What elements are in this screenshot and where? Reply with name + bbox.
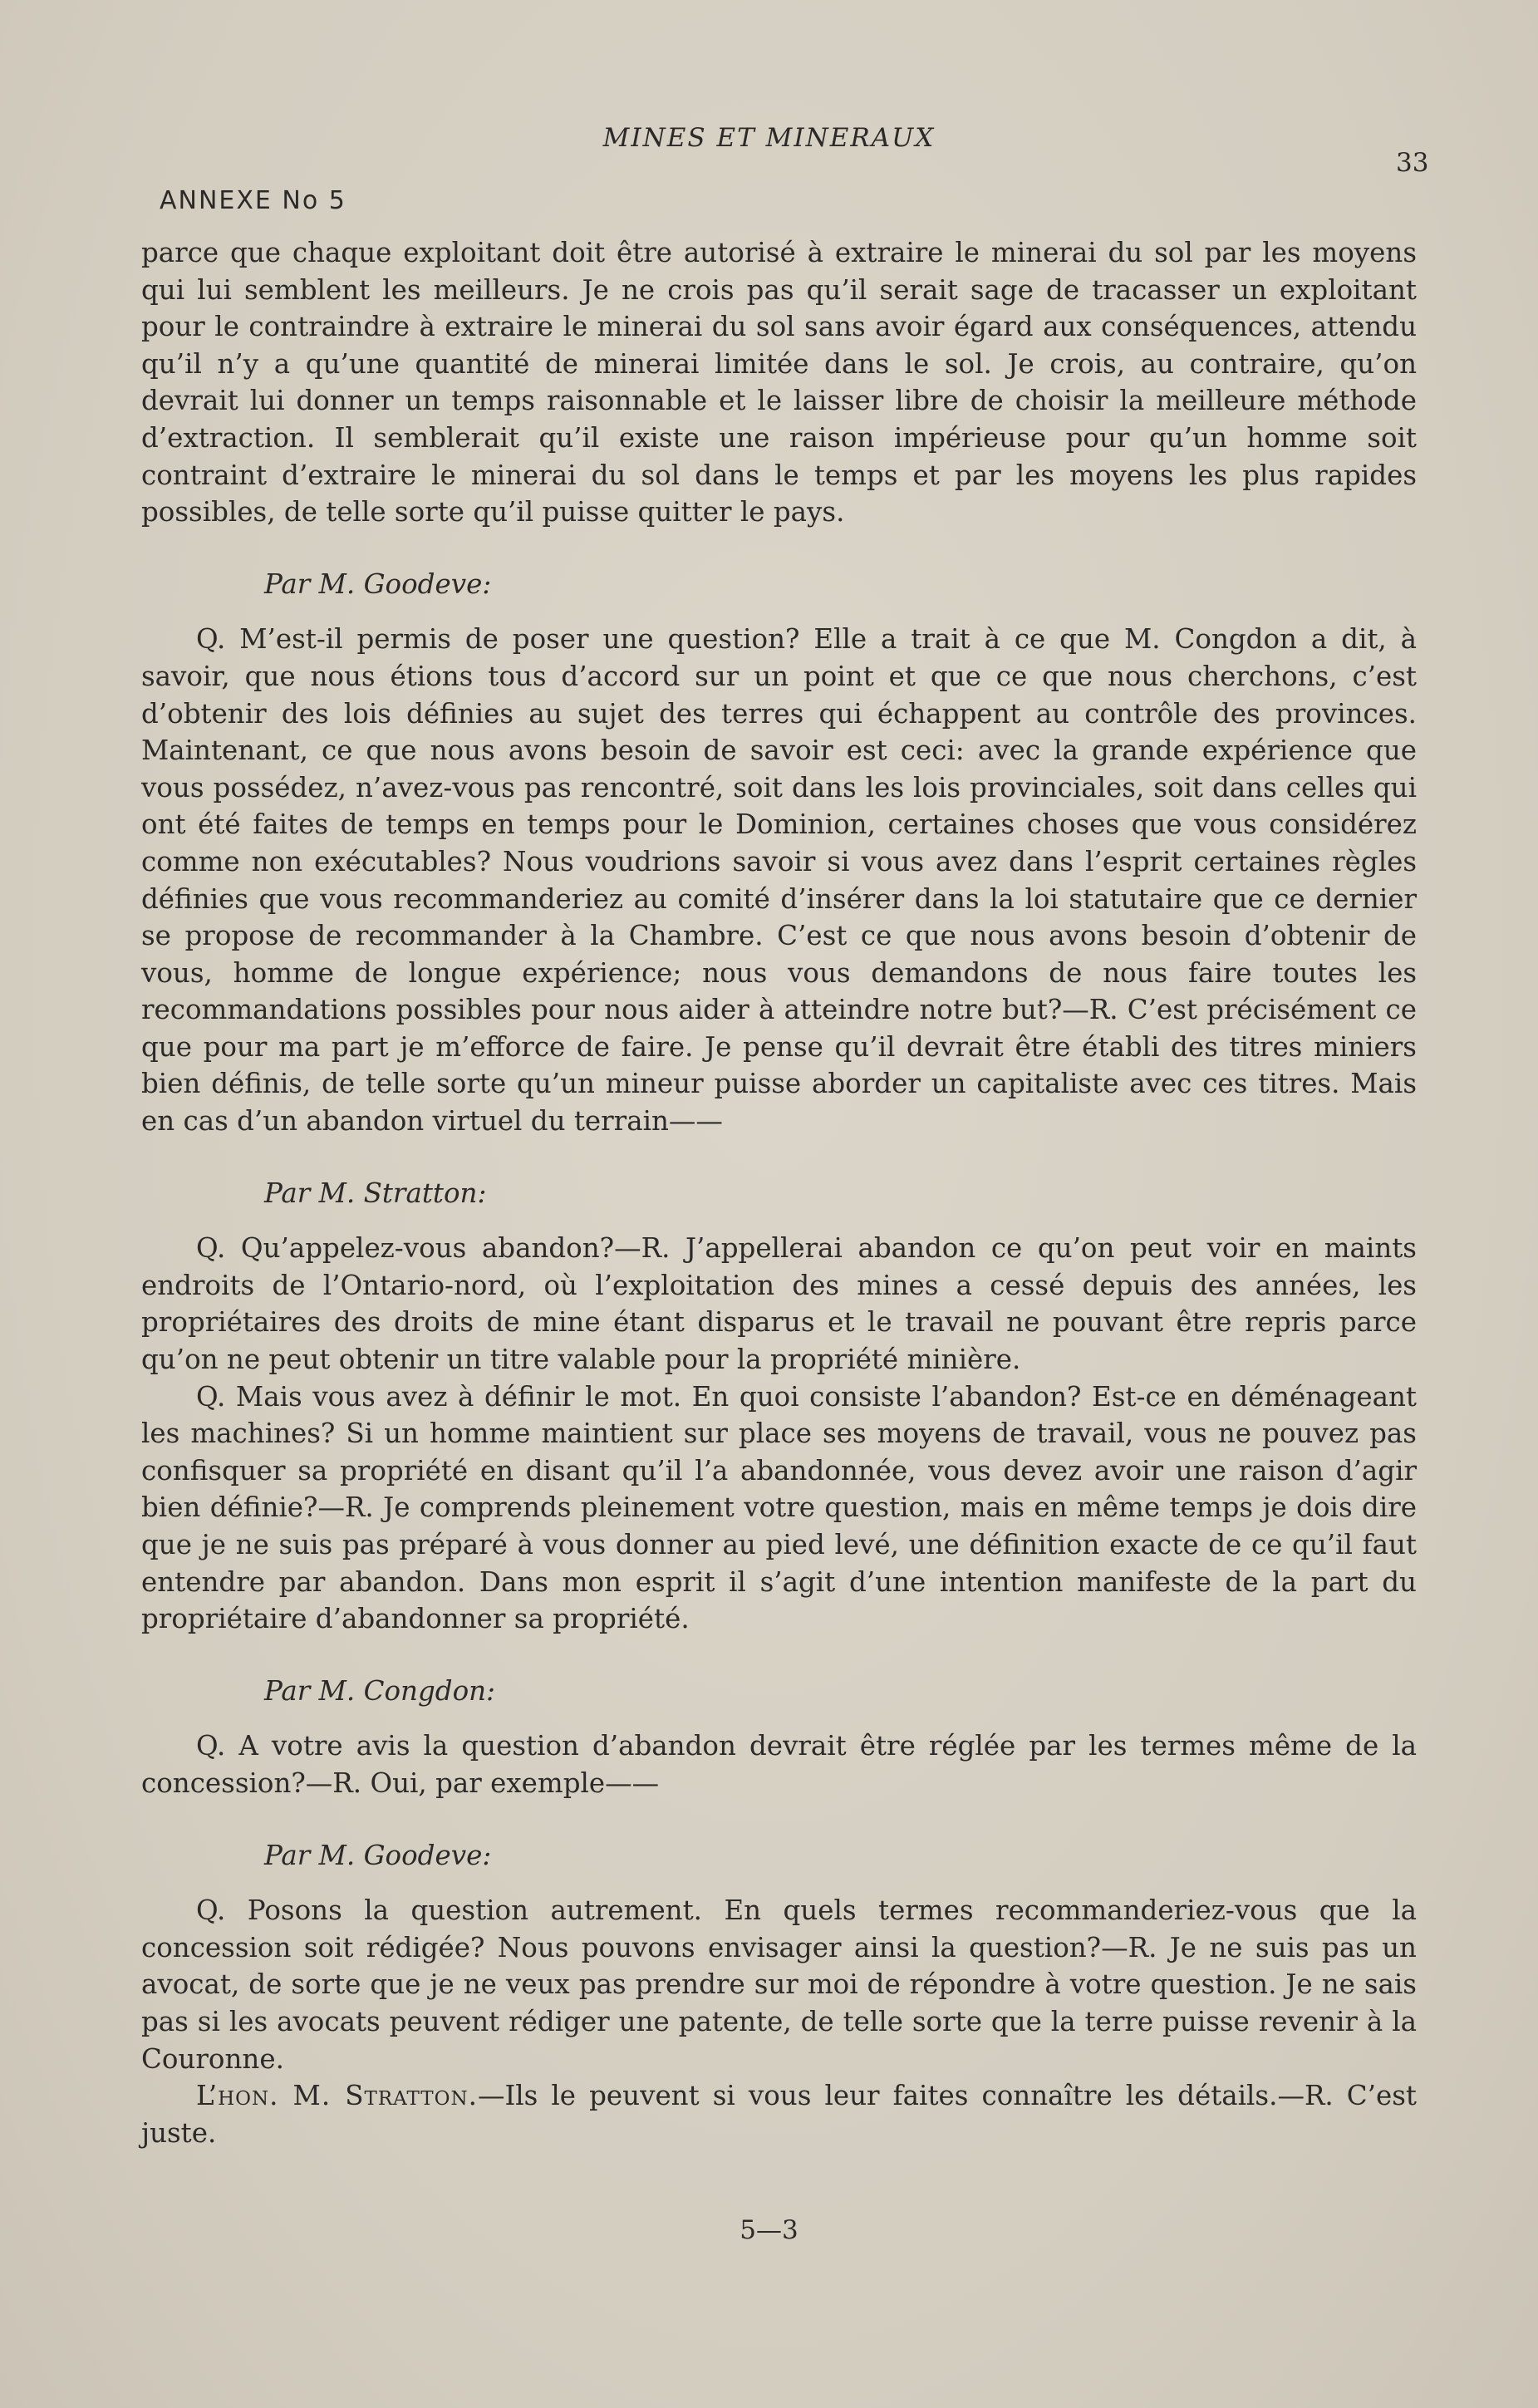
page-number: 33 <box>1396 148 1429 178</box>
speaker-heading: Par M. Congdon: <box>264 1674 496 1707</box>
paragraph: parce que chaque exploitant doit être autorisé à extraire le minerai du sol par les moyens qui lui semblent les meilleurs. Je ne crois pas qu’il serait sage de tracasser un exploitant pour le contraindre à extraire le minerai du sol sans avoir égard aux conséquences, attendu qu’il n’y a qu’une quantité de minerai limitée dans le sol. Je crois, au contraire, qu’on devrait lui donner un temps raisonnable et le laisser libre de choisir la meilleure méthode d’extraction. Il semblerait qu’il existe une raison impérieuse pour qu’un homme soit contraint d’extraire le minerai du sol dans le temps et par les moyens les plus rapides possibles, de telle sorte qu’il puisse quitter le pays. <box>141 237 1417 528</box>
paragraph: Q. Qu’appelez-vous abandon?—R. J’appellerai abandon ce qu’on peut voir en maints endroits de l’Ontario-nord, où l’exploitation des mines a cessé depuis des années, les propriétaires des droits de mine étant disparus et le travail ne pouvant être repris parce qu’on ne peut obtenir un titre valable pour la propriété minière. <box>141 1232 1417 1376</box>
paragraph: Q. Mais vous avez à définir le mot. En quoi consiste l’abandon? Est-ce en déménageant les machines? Si un homme maintient sur place ses moyens de travail, vous ne pouvez pas confisquer sa propriété en disant qu’il l’a abandonnée, vous devez avoir une raison d’agir bien définie?—R. Je comprends pleinement votre question, mais en même temps je dois dire que je ne suis pas préparé à vous donner au pied levé, une définition exacte de ce qu’il faut entendre par abandon. Dans mon esprit il s’agit d’une intention manifeste de la part du propriétaire d’abandonner sa propriété. <box>141 1380 1417 1635</box>
signature-mark: 5—3 <box>740 2215 798 2245</box>
annex-label: ANNEXE No 5 <box>160 186 346 215</box>
paragraph: Q. A votre avis la question d’abandon devrait être réglée par les termes même de la concession?—R. Oui, par exemple—— <box>141 1730 1417 1799</box>
speaker-heading: Par M. Goodeve: <box>264 1839 492 1871</box>
speaker-heading: Par M. Goodeve: <box>264 568 492 600</box>
running-title: MINES ET MINERAUX <box>602 123 936 153</box>
paragraph: Q. M’est-il permis de poser une question? Elle a trait à ce que M. Congdon a dit, à savoir, que nous étions tous d’accord sur un point et que ce que nous cherchons, c’est d’obtenir des lois définies au sujet des terres qui échappent au contrôle des provinces. Maintenant, ce que nous avons besoin de savoir est ceci: avec la grande expérience que vous possédez, n’avez-vous pas rencontré, soit dans les lois provinciales, soit dans celles qui ont été faites de temps en temps pour le Dominion, certaines choses que vous considérez comme non exécutables? Nous voudrions savoir si vous avez dans l’esprit certaines règles définies que vous recommanderiez au comité d’insérer dans la loi statutaire que ce dernier se propose de recommander à la Chambre. C’est ce que nous avons besoin d’obtenir de vous, homme de longue expérience; nous vous demandons de nous faire toutes les recommandations possibles pour nous aider à atteindre notre but?—R. C’est précisément ce que pour ma part je m’efforce de faire. Je pense qu’il devrait être établi des titres miniers bien définis, de telle sorte qu’un mineur puisse aborder un capitaliste avec ces titres. Mais en cas d’un abandon virtuel du terrain—— <box>141 623 1417 1138</box>
speaker-heading: Par M. Stratton: <box>264 1177 487 1209</box>
paragraph: Q. Posons la question autrement. En quels termes recommanderiez-vous que la concession soit rédigée? Nous pouvons envisager ainsi la question?—R. Je ne suis pas un avocat, de sorte que je ne veux pas prendre sur moi de répondre à votre question. Je ne sais pas si les avocats peuvent rédiger une patente, de telle sorte que la terre puisse revenir à la Couronne. <box>141 1894 1417 2075</box>
paragraph <box>141 2077 1417 2151</box>
speaker-name: L’hon. M. Stratton. <box>196 2080 478 2112</box>
paragraph-text: —Ils le peuvent si vous leur faites connaître les détails.—R. C’est juste. <box>141 2080 1417 2149</box>
body-text <box>141 234 1417 2151</box>
